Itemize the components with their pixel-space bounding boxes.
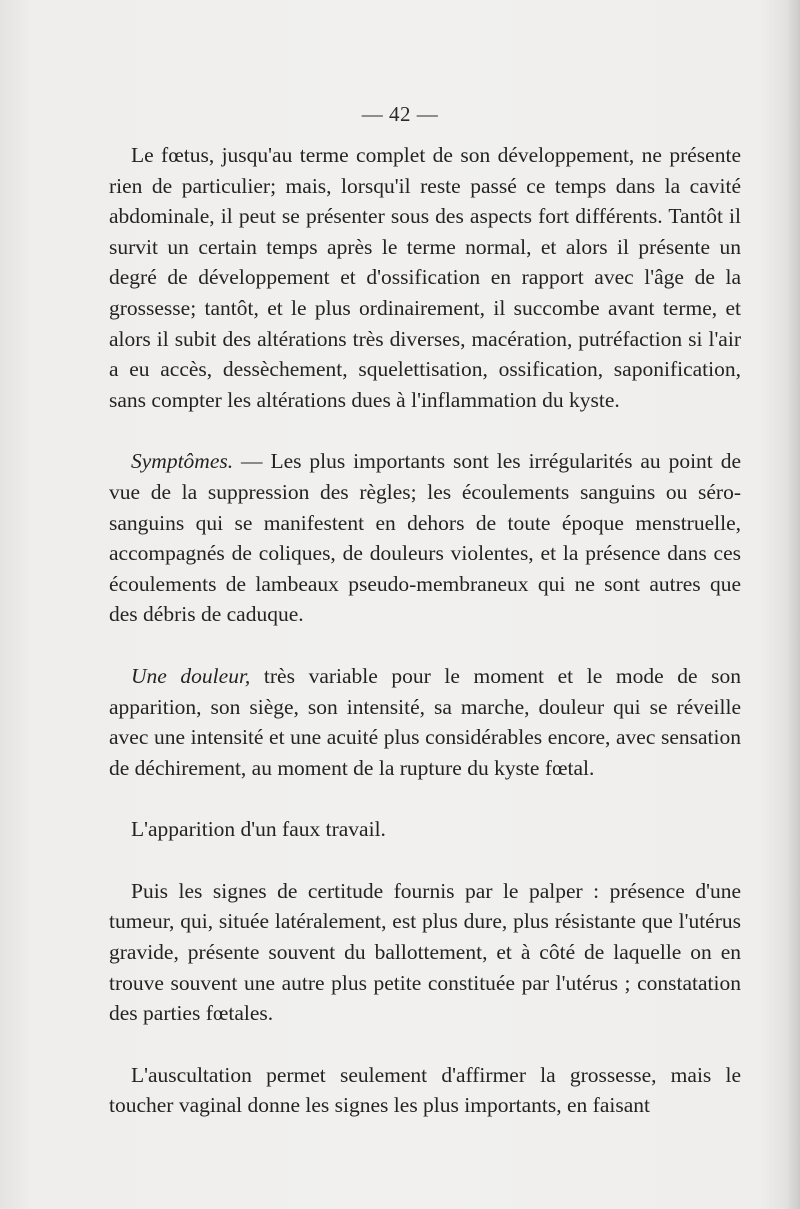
paragraph-heading: Symptômes. — [131, 449, 234, 474]
paragraph-text: — Les plus importants sont les irrégularités au point de vue de la suppression des règles; les écoulements sanguins ou séro-sanguins qui se manifestent en dehors de toute époque menstruelle, accompagnés de coliques, de douleurs violentes, et la présence dans ces écoulements de lambeaux pseudo-membraneux qui ne sont autres que des débris de caduque. — [109, 449, 741, 627]
paragraph-fetus — [109, 140, 741, 415]
paragraph-auscultation — [109, 1060, 741, 1121]
paragraph-text: L'auscultation permet seulement d'affirmer la grossesse, mais le toucher vaginal donne les signes les plus importants, en faisant — [109, 1062, 741, 1118]
paragraph-text: L'apparition d'un faux travail. — [131, 817, 386, 842]
body-text — [109, 140, 741, 1121]
paragraph-douleur — [109, 661, 741, 783]
paragraph-faux-travail — [109, 814, 741, 845]
page-edge-shadow — [786, 0, 800, 1209]
paragraph-text: très variable pour le moment et le mode de son apparition, son siège, son intensité, sa marche, douleur qui se réveille avec une intensité et une acuité plus considérables encore, avec sensation de déchirement, au moment de la rupture du kyste fœtal. — [109, 663, 742, 780]
paragraph-heading: Une douleur, — [131, 663, 251, 688]
paragraph-palper — [109, 876, 741, 1029]
paragraph-text: Le fœtus, jusqu'au terme complet de son développement, ne présente rien de particulier; mais, lorsqu'il reste passé ce temps dans la cavité abdominale, il peut se présenter sous des aspects fort différents. Tantôt il survit un certain temps après le terme normal, et alors il présente un degré de développement et d'ossification en rapport avec l'âge de la grossesse; tantôt, et le plus ordinairement, il succombe avant terme, et alors il subit des altérations très diverses, macération, putréfaction si l'air a eu accès, dessèchement, squelettisation, ossification, saponification, sans compter les altérations dues à l'inflammation du kyste. — [109, 143, 741, 412]
paragraph-symptomes — [109, 446, 741, 630]
paragraph-text: Puis les signes de certitude fournis par le palper : présence d'une tumeur, qui, située latéralement, est plus dure, plus résistante que l'utérus gravide, présente souvent du ballottement, et à côté de laquelle on en trouve souvent une autre plus petite constituée par l'utérus ; constatation des parties fœtales. — [109, 878, 741, 1026]
page-number: — 42 — — [361, 102, 439, 126]
